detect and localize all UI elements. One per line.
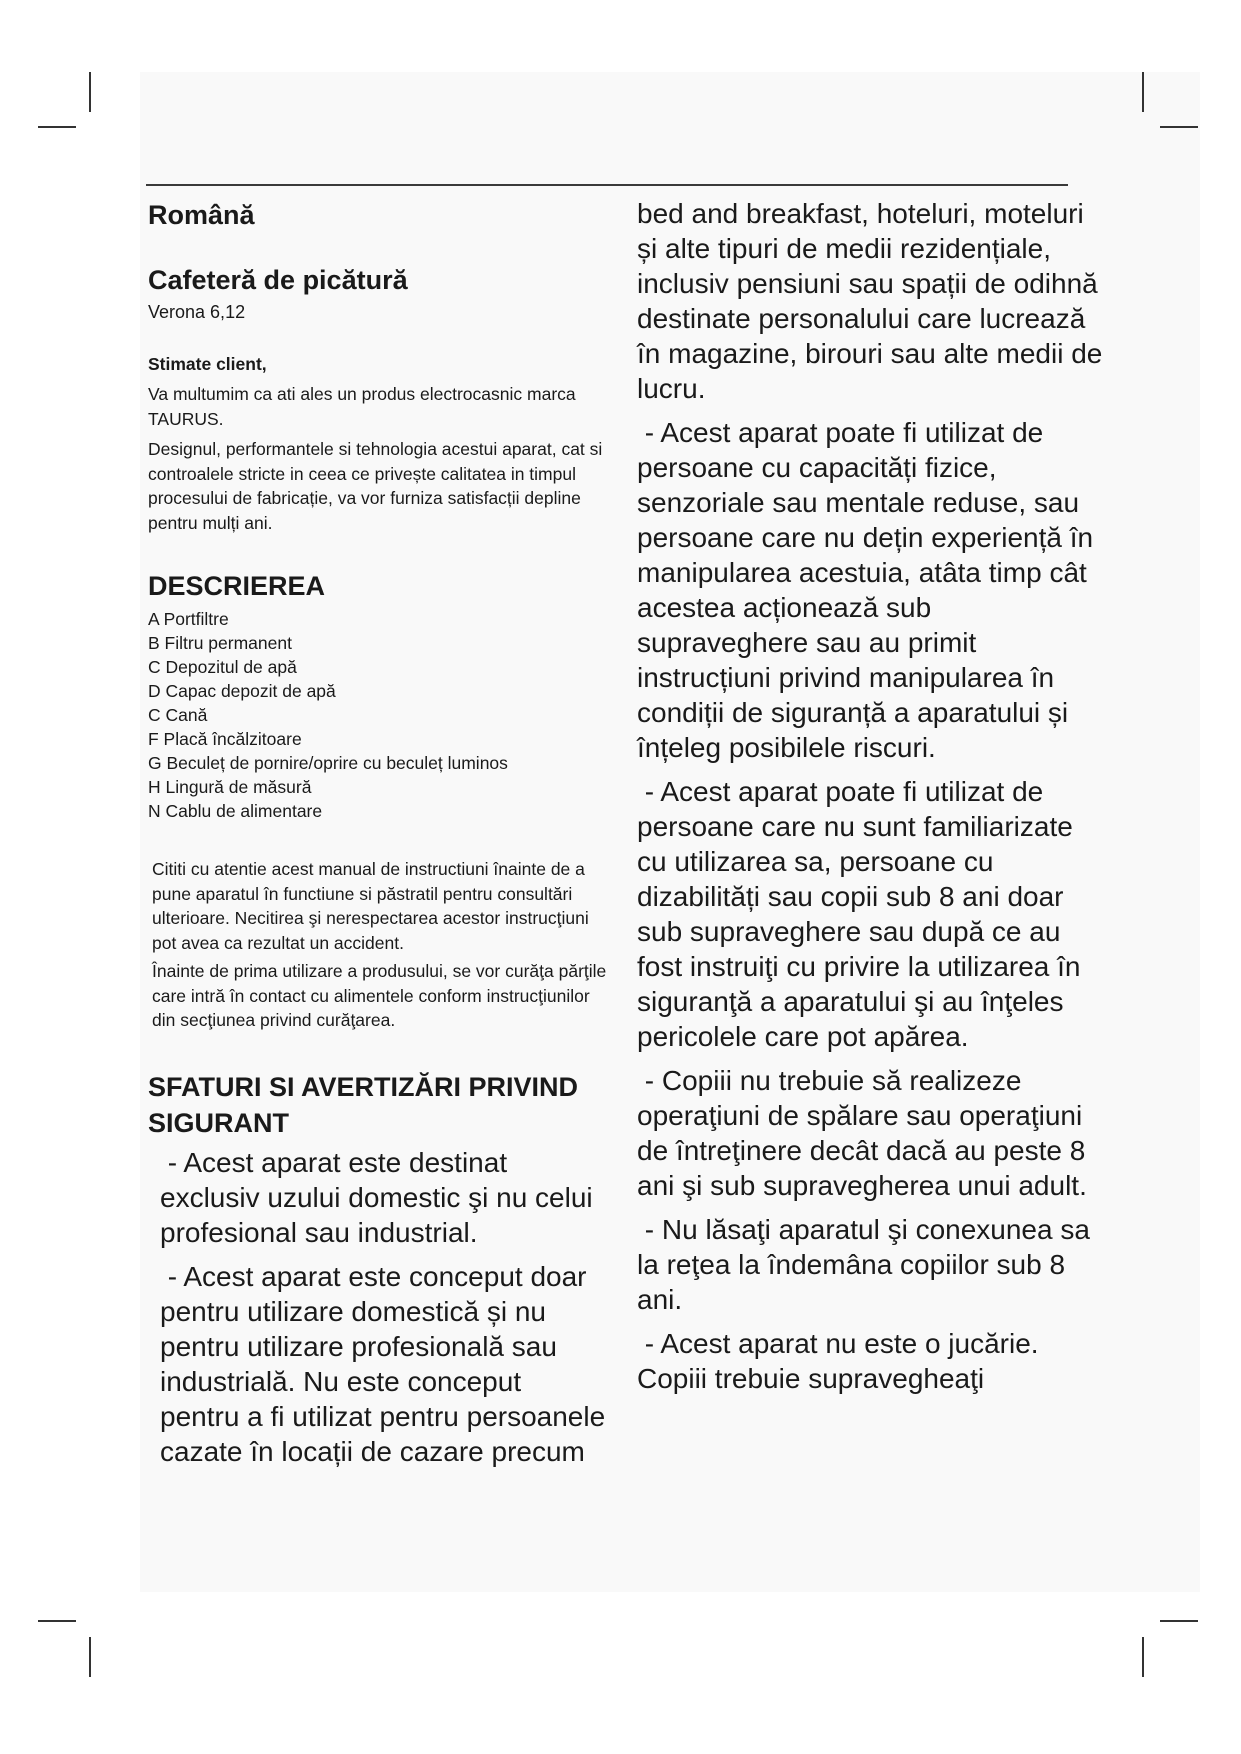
intro-paragraph-2: Designul, performantele si tehnologia acestui aparat, cat si controalele stricte in ceea ce privește calitatea in timpul procesului de fabricație, va vor furniza satisfacții depline pentru mulți ani. — [148, 439, 603, 533]
list-item: D Capac depozit de apă — [148, 681, 336, 701]
safety-bullet: - Acest aparat nu este o jucărie. Copiii trebuie supravegheaţi — [637, 1328, 1039, 1394]
crop-mark-top-left-v — [89, 72, 91, 112]
product-model: Verona 6,12 — [148, 302, 246, 322]
safety-bullet: - Nu lăsaţi aparatul şi conexunea sa la reţea la îndemâna copiilor sub 8 ani. — [637, 1214, 1090, 1315]
notice-paragraph-2: Înainte de prima utilizare a produsului, se vor curăţa părţile care intră în contact cu alimentele conform instrucţiunilor din secţiunea privind curăţarea. — [152, 961, 607, 1030]
right-column — [637, 196, 1107, 1405]
safety-bullet: - Acest aparat poate fi utilizat de persoane cu capacități fizice, senzoriale sau mentale reduse, sau persoane care nu dețin experiență în manipularea acestuia, atâta timp cât acestea acționează sub supraveghere sau au primit instrucțiuni privind manipularea în condiții de siguranță a aparatului și înțeleg posibilele riscuri. — [637, 417, 1094, 763]
crop-mark-bottom-right-v — [1142, 1637, 1144, 1677]
notice-paragraph-1: Cititi cu atentie acest manual de instructiuni înainte de a pune aparatul în functiune si păstratil pentru consultări ulterioare. Necitirea şi nerespectarea acestor instrucţiuni pot avea ca rezultat un accident. — [152, 859, 589, 953]
crop-mark-top-right-h — [1160, 126, 1198, 128]
language-heading: Română — [148, 200, 255, 230]
list-item: C Cană — [148, 705, 208, 725]
left-column — [148, 196, 608, 1478]
description-heading: DESCRIEREA — [148, 571, 326, 601]
list-item: F Placă încălzitoare — [148, 729, 302, 749]
list-item: G Beculeț de pornire/oprire cu beculeț luminos — [148, 753, 508, 773]
crop-mark-bottom-left-h — [38, 1620, 76, 1622]
list-item: H Lingură de măsură — [148, 777, 312, 797]
safety-heading: SFATURI SI AVERTIZĂRI PRIVIND SIGURANT — [148, 1071, 579, 1138]
list-item: B Filtru permanent — [148, 633, 292, 653]
crop-mark-top-right-v — [1142, 72, 1144, 112]
product-title: Cafeteră de picătură — [148, 265, 408, 295]
list-item: C Depozitul de apă — [148, 657, 297, 677]
list-item: A Portfiltre — [148, 609, 229, 629]
greeting: Stimate client, — [148, 354, 267, 374]
safety-bullet: - Acest aparat poate fi utilizat de persoane care nu sunt familiarizate cu utilizarea sa, persoane cu dizabilități sau copii sub 8 ani doar sub supraveghere sau după ce au fost instruiţi cu privire la utilizarea în siguranţă a aparatului şi au înţeles pericolele care pot apărea. — [637, 776, 1081, 1052]
list-item: N Cablu de alimentare — [148, 801, 323, 821]
safety-bullet: - Acest aparat este conceput doar pentru utilizare domestică și nu pentru utilizare profesională sau industrială. Nu este conceput pentru a fi utilizat pentru persoanele cazate în locații de cazare precum — [160, 1260, 606, 1467]
crop-mark-top-left-h — [38, 126, 76, 128]
safety-bullet: - Acest aparat este destinat exclusiv uzului domestic şi nu celui profesional sau industrial. — [160, 1146, 593, 1248]
safety-continuation: bed and breakfast, hoteluri, moteluri și alte tipuri de medii rezidențiale, inclusiv pensiuni sau spații de odihnă destinate personalului care lucrează în magazine, birouri sau alte medii de lucru. — [637, 198, 1103, 404]
intro-paragraph-1: Va multumim ca ati ales un produs electrocasnic marca TAURUS. — [148, 384, 576, 429]
safety-bullet: - Copiii nu trebuie să realizeze operaţiuni de spălare sau operaţiuni de întreţinere decât dacă au peste 8 ani şi sub supravegherea unui adult. — [637, 1065, 1087, 1201]
header-rule — [146, 184, 1068, 186]
read-manual-notice — [148, 857, 608, 1033]
crop-mark-bottom-right-h — [1160, 1620, 1198, 1622]
crop-mark-bottom-left-v — [89, 1637, 91, 1677]
parts-list — [148, 607, 608, 823]
